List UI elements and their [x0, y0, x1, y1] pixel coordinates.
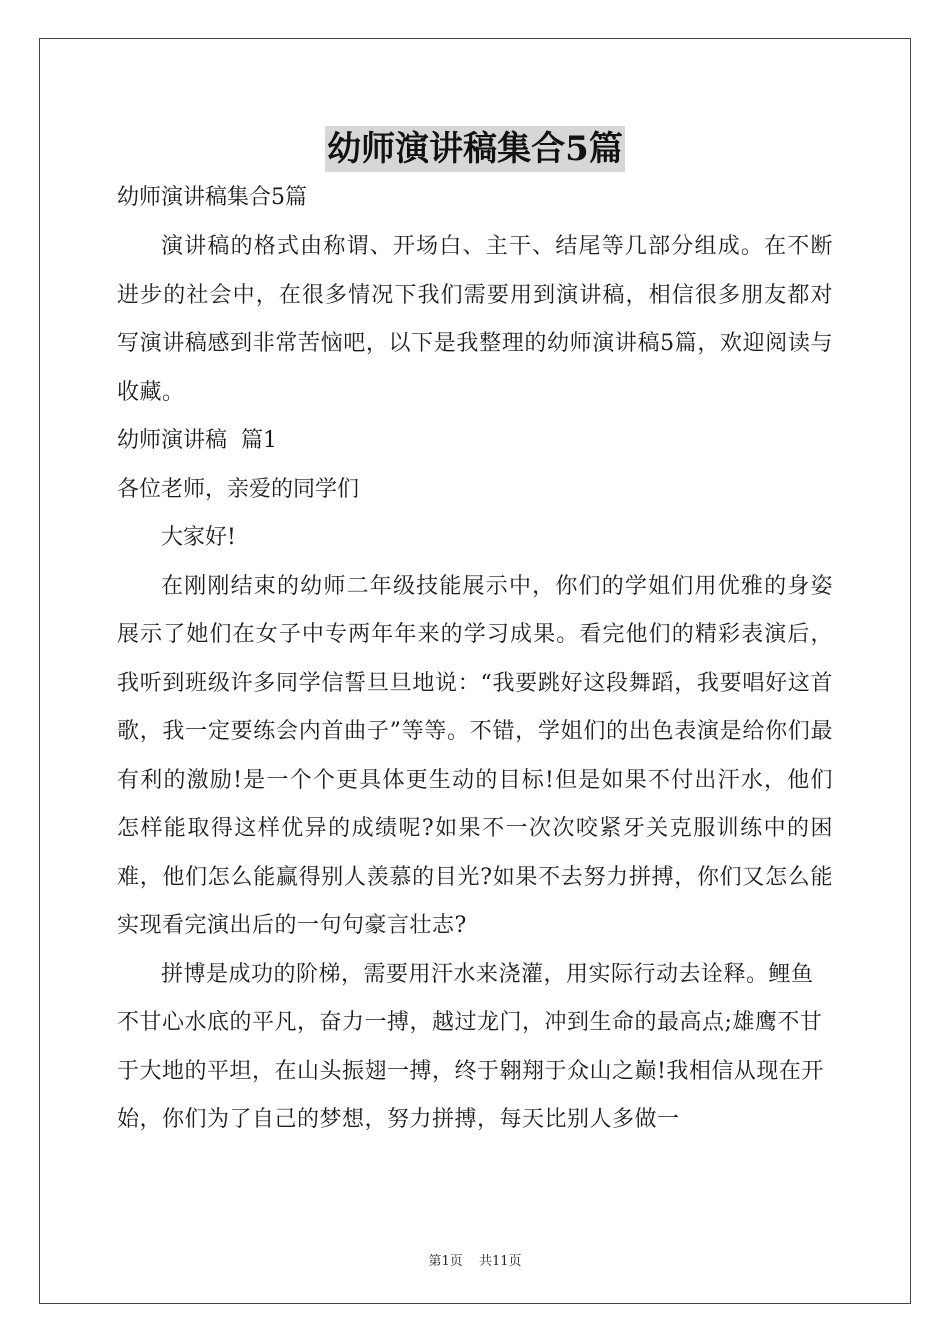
page-number: 第1页 — [428, 1254, 463, 1269]
greeting: 大家好! — [161, 525, 236, 550]
body-paragraph-1: 在刚刚结束的幼师二年级技能展示中，你们的学姐们用优雅的身姿展示了她们在女子中专两年年来的学习成果。看完他们的精彩表演后，我听到班级许多同学信誓旦旦地说：“我要跳好这段舞蹈，我要唱好这首歌，我一定要练会内首曲子”等等。不错，学姐们的出色表演是给你们最有利的激励!是一个个更具体更生动的目标!但是如果不付出汗水，他们怎样能取得这样优异的成绩呢?如果不一次次咬紧牙关克服训练中的困难，他们怎么能赢得别人羡慕的目光?如果不去努力拼搏，你们又怎么能实现看完演出后的一句句豪言壮志? — [117, 573, 833, 938]
intro-paragraph: 演讲稿的格式由称谓、开场白、主干、结尾等几部分组成。在不断进步的社会中，在很多情况下我们需要用到演讲稿，相信很多朋友都对写演讲稿感到非常苦恼吧，以下是我整理的幼师演讲稿5篇，欢迎阅读与收藏。 — [117, 234, 833, 405]
page-total: 共11页 — [478, 1254, 522, 1269]
document-title: 幼师演讲稿集合5篇 — [325, 126, 625, 172]
document-body — [117, 180, 833, 1145]
section-heading: 幼师演讲稿 篇1 — [117, 428, 277, 453]
page-footer — [0, 1250, 950, 1269]
document-subtitle: 幼师演讲稿集合5篇 — [117, 185, 307, 210]
body-paragraph-2: 拼博是成功的阶梯，需要用汗水来浇灌，用实际行动去诠释。鲤鱼不甘心水底的平凡，奋力一搏，越过龙门，冲到生命的最高点;雄鹰不甘于大地的平坦，在山头振翅一搏，终于翱翔于众山之巅!我相信从现在开始，你们为了自己的梦想，努力拼搏，每天比别人多做一 — [117, 961, 824, 1132]
title-area — [0, 126, 950, 172]
salutation: 各位老师，亲爱的同学们 — [117, 476, 360, 502]
